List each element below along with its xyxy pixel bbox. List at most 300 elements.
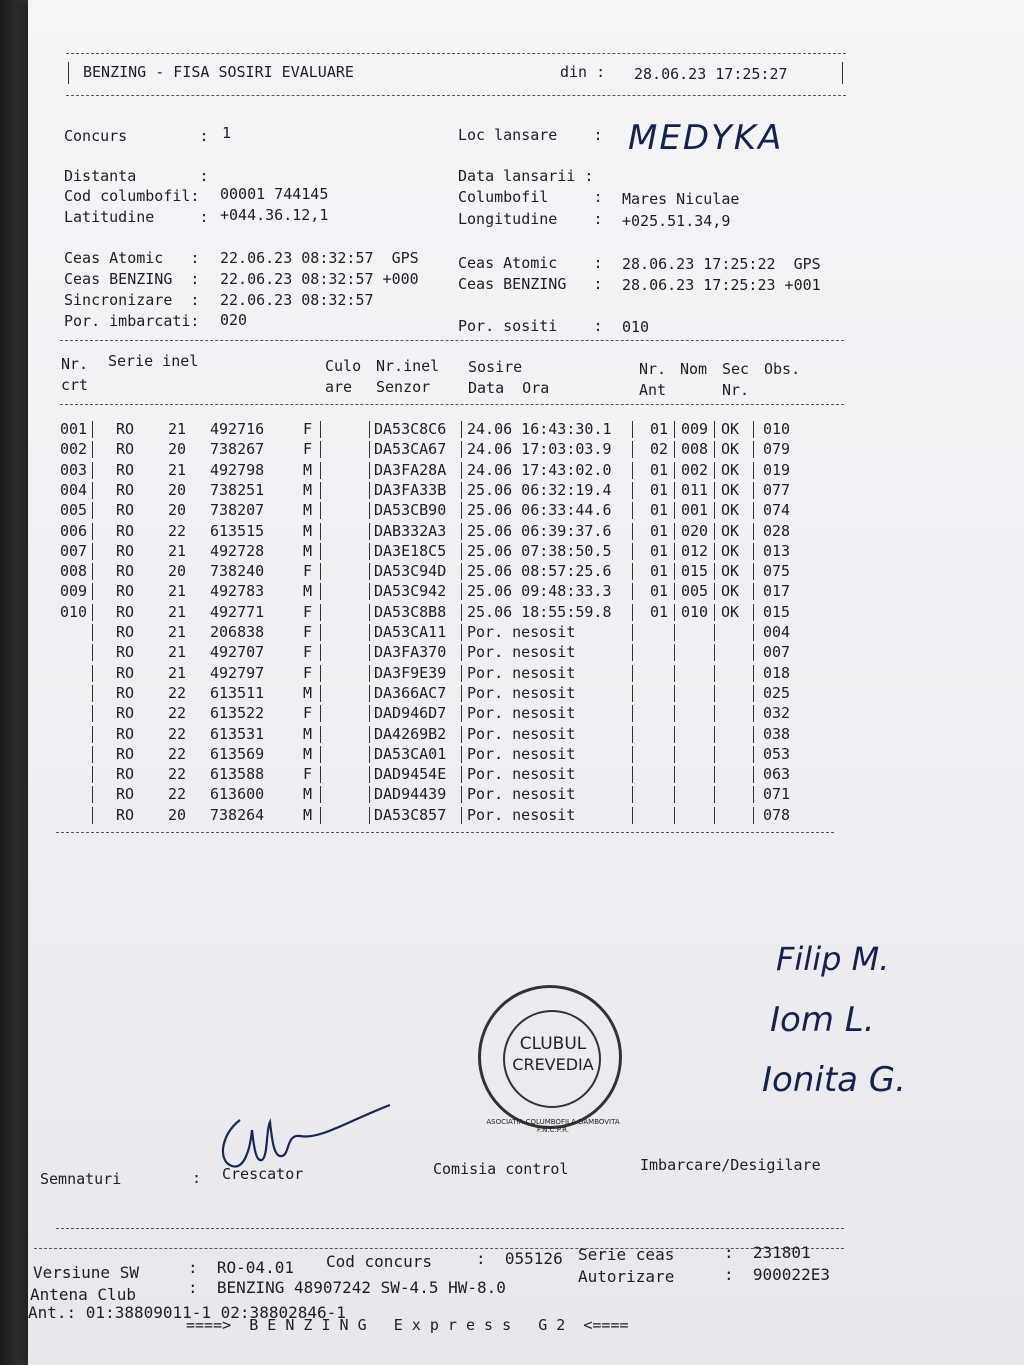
cell-sex: F [303, 602, 313, 621]
column-separator [632, 502, 633, 519]
column-separator [92, 421, 93, 438]
column-separator [632, 685, 633, 702]
column-separator [320, 502, 321, 519]
column-separator [714, 807, 715, 824]
cell-senzor: DA53C942 [374, 582, 447, 601]
cell-nom: 012 [681, 541, 709, 560]
cell-sex: M [303, 541, 313, 560]
footer-rule-2 [34, 1248, 844, 1249]
cell-sosire: Por. nesosit [467, 643, 576, 662]
loc-lansare-handwritten: MEDYKA [628, 118, 784, 158]
cell-tara: RO [116, 460, 135, 479]
cell-obs: 053 [763, 744, 791, 763]
column-separator [461, 644, 462, 661]
column-separator [632, 624, 633, 641]
versiune-label: Versiune SW [33, 1263, 139, 1282]
cell-sosire: Por. nesosit [467, 744, 576, 763]
column-separator [753, 685, 754, 702]
column-separator [753, 746, 754, 763]
column-separator [753, 523, 754, 540]
column-separator [461, 583, 462, 600]
cell-inel: 613511 [210, 683, 265, 702]
header-rule-top [66, 53, 846, 54]
cell-sosire: 24.06 16:43:30.1 [467, 420, 612, 438]
column-separator [714, 421, 715, 438]
column-separator [674, 766, 675, 783]
cell-nr: 003 [60, 460, 88, 479]
cell-sex: M [303, 521, 313, 540]
column-separator [92, 665, 93, 682]
cell-nom: 009 [681, 420, 709, 438]
column-separator [320, 421, 321, 438]
column-separator [632, 705, 633, 722]
cell-an: 20 [168, 440, 187, 459]
cell-inel: 492798 [210, 460, 265, 479]
column-separator [753, 766, 754, 783]
col-obs-label: Obs. [764, 360, 801, 378]
cell-nr: 002 [60, 440, 88, 459]
column-separator [632, 421, 633, 438]
table-rule-bottom [56, 832, 834, 833]
ant-line: Ant.: 01:38809011-1 02:38802846-1 [28, 1303, 346, 1322]
cell-sex: M [303, 683, 313, 702]
cell-sex: M [303, 805, 313, 824]
column-separator [369, 644, 370, 661]
ceas-benzing-lansare-value: 22.06.23 08:32:57 +000 [220, 270, 419, 288]
col-nrant-label: Nr. [639, 360, 667, 378]
club-stamp [478, 985, 622, 1134]
column-separator [674, 523, 675, 540]
sincronizare-label: Sincronizare : [64, 291, 200, 309]
column-separator [632, 563, 633, 580]
cod-concurs-label: Cod concurs [326, 1252, 432, 1271]
din-label: din : [560, 63, 606, 81]
column-separator [461, 462, 462, 479]
column-separator [369, 705, 370, 722]
header-right-border [842, 62, 843, 84]
por-sositi-value: 010 [622, 318, 650, 336]
concurs-value: 1 [222, 124, 232, 142]
cell-an: 21 [168, 420, 187, 438]
column-separator [320, 807, 321, 824]
cell-inel: 492783 [210, 582, 265, 601]
cell-senzor: DA53CA11 [374, 623, 447, 641]
cell-ant: 01 [650, 541, 669, 560]
column-separator [632, 746, 633, 763]
cell-tara: RO [116, 663, 135, 682]
column-separator [92, 685, 93, 702]
column-separator [320, 624, 321, 641]
column-separator [753, 705, 754, 722]
cod-value: 00001 744145 [220, 185, 329, 203]
column-separator [369, 482, 370, 499]
column-separator [753, 624, 754, 641]
cell-tara: RO [116, 602, 135, 621]
column-separator [632, 644, 633, 661]
column-separator [461, 563, 462, 580]
cell-inel: 738264 [210, 805, 265, 824]
cell-inel: 613569 [210, 744, 265, 763]
cell-an: 21 [168, 460, 187, 479]
cell-senzor: DAD94439 [374, 785, 447, 804]
column-separator [714, 604, 715, 621]
column-separator [674, 665, 675, 682]
comisia-label: Comisia control [433, 1160, 569, 1178]
col-secnr-label: Nr. [722, 381, 750, 399]
ceas-benzing-lansare-label: Ceas BENZING : [64, 270, 200, 288]
col-data-ora-label: Data Ora [468, 379, 550, 397]
column-separator [369, 624, 370, 641]
cell-an: 22 [168, 744, 187, 763]
cell-sosire: 24.06 17:43:02.0 [467, 460, 612, 479]
col-crt-label: crt [61, 376, 89, 394]
column-separator [92, 726, 93, 743]
column-separator [674, 746, 675, 763]
column-separator [369, 746, 370, 763]
cell-inel: 613515 [210, 521, 265, 540]
column-separator [320, 786, 321, 803]
column-separator [369, 563, 370, 580]
cell-senzor: DA3F9E39 [374, 663, 447, 682]
column-separator [753, 462, 754, 479]
cell-nr: 007 [60, 541, 88, 560]
cell-sosire: 25.06 09:48:33.3 [467, 582, 612, 601]
cell-obs: 025 [763, 683, 791, 702]
cell-an: 21 [168, 623, 187, 641]
column-separator [753, 482, 754, 499]
column-separator [632, 665, 633, 682]
cell-sex: F [303, 643, 313, 662]
cell-sosire: 25.06 08:57:25.6 [467, 562, 612, 581]
column-separator [674, 482, 675, 499]
column-separator [674, 502, 675, 519]
column-separator [92, 523, 93, 540]
cell-obs: 032 [763, 704, 791, 723]
cell-tara: RO [116, 765, 135, 784]
column-separator [753, 807, 754, 824]
column-separator [674, 441, 675, 458]
cell-sosire: Por. nesosit [467, 623, 576, 641]
cell-nom: 010 [681, 602, 709, 621]
column-separator [632, 766, 633, 783]
column-separator [714, 786, 715, 803]
cell-ant: 01 [650, 480, 669, 499]
column-separator [320, 665, 321, 682]
column-separator [714, 766, 715, 783]
longitudine-label: Longitudine : [458, 210, 603, 228]
cell-tara: RO [116, 785, 135, 804]
handwritten-name-2: Iom L. [770, 1000, 875, 1040]
column-separator [369, 665, 370, 682]
column-separator [320, 523, 321, 540]
cell-nr: 008 [60, 562, 88, 581]
table-rule-header [60, 404, 844, 405]
cell-sosire: Por. nesosit [467, 785, 576, 804]
cell-sec: OK [721, 480, 740, 499]
column-separator [320, 563, 321, 580]
cell-nom: 001 [681, 501, 709, 520]
cell-sex: F [303, 623, 313, 641]
column-separator [92, 543, 93, 560]
cell-an: 20 [168, 805, 187, 824]
cell-an: 22 [168, 765, 187, 784]
cell-inel: 738267 [210, 440, 265, 459]
cell-obs: 004 [763, 623, 791, 641]
header-left-border [68, 62, 69, 84]
column-separator [753, 583, 754, 600]
column-separator [369, 502, 370, 519]
ceas-atomic-sosire-label: Ceas Atomic : [458, 254, 603, 272]
column-separator [461, 786, 462, 803]
cell-obs: 071 [763, 785, 791, 804]
column-separator [714, 543, 715, 560]
serie-ceas-value: : 231801 [724, 1243, 811, 1262]
column-separator [753, 604, 754, 621]
cell-ant: 02 [650, 440, 669, 459]
cell-tara: RO [116, 541, 135, 560]
column-separator [369, 421, 370, 438]
cod-label: Cod columbofil: [64, 187, 200, 205]
cell-obs: 038 [763, 724, 791, 743]
cell-an: 22 [168, 704, 187, 723]
cell-sec: OK [721, 541, 740, 560]
column-separator [92, 766, 93, 783]
cell-obs: 019 [763, 460, 791, 479]
cell-tara: RO [116, 440, 135, 459]
column-separator [674, 421, 675, 438]
cell-tara: RO [116, 683, 135, 702]
column-separator [674, 583, 675, 600]
cell-obs: 074 [763, 501, 791, 520]
column-separator [461, 685, 462, 702]
column-separator [674, 644, 675, 661]
cell-sex: M [303, 582, 313, 601]
cell-tara: RO [116, 704, 135, 723]
column-separator [632, 523, 633, 540]
column-separator [674, 685, 675, 702]
column-separator [461, 441, 462, 458]
crescator-label: Crescator [222, 1165, 304, 1183]
cell-senzor: DA53CB90 [374, 501, 447, 520]
column-separator [320, 482, 321, 499]
data-lansarii-label: Data lansarii : [458, 167, 594, 185]
longitudine-value: +025.51.34,9 [622, 212, 731, 230]
cell-sosire: 25.06 06:32:19.4 [467, 480, 612, 499]
cell-sec: OK [721, 460, 740, 479]
cell-tara: RO [116, 623, 135, 641]
cell-ant: 01 [650, 501, 669, 520]
column-separator [674, 807, 675, 824]
cell-inel: 613531 [210, 724, 265, 743]
cell-senzor: DA3FA33B [374, 480, 447, 499]
cell-sex: F [303, 440, 313, 459]
column-separator [461, 705, 462, 722]
sincronizare-value: 22.06.23 08:32:57 [220, 291, 374, 309]
column-separator [320, 705, 321, 722]
cell-an: 22 [168, 521, 187, 540]
columbofil-value: Mares Niculae [622, 190, 740, 208]
cell-senzor: DA3E18C5 [374, 541, 447, 560]
cell-ant: 01 [650, 420, 669, 438]
column-separator [320, 604, 321, 621]
column-separator [674, 624, 675, 641]
column-separator [753, 665, 754, 682]
cell-senzor: DAB332A3 [374, 521, 447, 540]
doc-title: BENZING - FISA SOSIRI EVALUARE [83, 63, 354, 81]
cell-sex: F [303, 562, 313, 581]
column-separator [369, 462, 370, 479]
cell-senzor: DA3FA370 [374, 643, 447, 662]
columbofil-label: Columbofil : [458, 188, 603, 206]
cell-sec: OK [721, 582, 740, 601]
cell-senzor: DA53C8B8 [374, 602, 447, 621]
column-separator [714, 726, 715, 743]
col-serie-label: Serie inel [108, 352, 199, 370]
cell-inel: 206838 [210, 623, 265, 641]
latitudine-value: +044.36.12,1 [220, 206, 329, 224]
column-separator [92, 624, 93, 641]
cell-tara: RO [116, 805, 135, 824]
column-separator [92, 462, 93, 479]
header-rule-bottom [66, 95, 846, 96]
cell-obs: 078 [763, 805, 791, 824]
column-separator [320, 441, 321, 458]
col-nr-label: Nr. [61, 355, 89, 373]
cell-obs: 079 [763, 440, 791, 459]
column-separator [632, 441, 633, 458]
cell-senzor: DA53C857 [374, 805, 447, 824]
cell-sosire: Por. nesosit [467, 683, 576, 702]
column-separator [369, 604, 370, 621]
cell-sosire: Por. nesosit [467, 805, 576, 824]
cell-an: 22 [168, 724, 187, 743]
column-separator [461, 665, 462, 682]
column-separator [320, 583, 321, 600]
footer-rule-top [56, 1228, 844, 1229]
cell-an: 20 [168, 562, 187, 581]
cell-an: 21 [168, 663, 187, 682]
stamp-center-line1: CLUBUL [519, 1034, 587, 1054]
cell-sosire: Por. nesosit [467, 704, 576, 723]
cell-an: 22 [168, 683, 187, 702]
cell-senzor: DA53C94D [374, 562, 447, 581]
cell-nr: 010 [60, 602, 88, 621]
column-separator [320, 726, 321, 743]
loc-lansare-label: Loc lansare : [458, 126, 603, 144]
column-separator [714, 624, 715, 641]
column-separator [369, 786, 370, 803]
stamp-center-line2: CREVEDIA [512, 1055, 594, 1074]
cell-obs: 063 [763, 765, 791, 784]
column-separator [632, 583, 633, 600]
cell-nr: 005 [60, 501, 88, 520]
cell-obs: 075 [763, 562, 791, 581]
handwritten-name-3: Ionita G. [762, 1060, 906, 1100]
antena-label: Antena Club [30, 1285, 136, 1304]
cell-senzor: DA3FA28A [374, 460, 447, 479]
column-separator [753, 502, 754, 519]
cell-sex: F [303, 663, 313, 682]
col-sec-label: Sec [722, 360, 750, 378]
cell-ant: 01 [650, 582, 669, 601]
versiune-value: : RO-04.01 [188, 1258, 294, 1277]
cell-sec: OK [721, 501, 740, 520]
column-separator [92, 644, 93, 661]
cell-an: 21 [168, 602, 187, 621]
column-separator [674, 462, 675, 479]
column-separator [632, 604, 633, 621]
brand-line: ====> B E N Z I N G E x p r e s s G 2 <==== [186, 1316, 629, 1334]
column-separator [461, 604, 462, 621]
column-separator [369, 807, 370, 824]
column-separator [753, 421, 754, 438]
cell-tara: RO [116, 562, 135, 581]
cell-obs: 010 [763, 420, 791, 438]
cell-tara: RO [116, 521, 135, 540]
cell-sex: M [303, 460, 313, 479]
cell-senzor: DAD946D7 [374, 704, 447, 723]
cell-sosire: Por. nesosit [467, 724, 576, 743]
column-separator [714, 523, 715, 540]
autorizare-label: Autorizare [578, 1267, 675, 1286]
cell-senzor: DA53C8C6 [374, 420, 447, 438]
cell-tara: RO [116, 501, 135, 520]
column-separator [461, 523, 462, 540]
cell-ant: 01 [650, 602, 669, 621]
column-separator [714, 746, 715, 763]
column-separator [674, 563, 675, 580]
cell-tara: RO [116, 724, 135, 743]
cell-obs: 017 [763, 582, 791, 601]
cell-an: 22 [168, 785, 187, 804]
cell-sex: M [303, 724, 313, 743]
col-nom-label: Nom [680, 360, 708, 378]
col-culo-label: Culo [325, 357, 362, 375]
column-separator [369, 685, 370, 702]
col-are-label: are [325, 378, 353, 396]
cell-inel: 738251 [210, 480, 265, 499]
cell-sec: OK [721, 420, 740, 438]
din-value: 28.06.23 17:25:27 [634, 65, 788, 83]
cell-nom: 011 [681, 480, 709, 499]
cell-sex: M [303, 785, 313, 804]
cell-sex: F [303, 704, 313, 723]
page-shadow-edge [0, 0, 30, 1365]
cell-tara: RO [116, 744, 135, 763]
cell-tara: RO [116, 643, 135, 662]
column-separator [753, 563, 754, 580]
cell-inel: 492728 [210, 541, 265, 560]
column-separator [92, 482, 93, 499]
column-separator [632, 726, 633, 743]
column-separator [753, 543, 754, 560]
cell-inel: 738207 [210, 501, 265, 520]
cell-obs: 007 [763, 643, 791, 662]
column-separator [632, 786, 633, 803]
column-separator [92, 604, 93, 621]
cell-obs: 015 [763, 602, 791, 621]
col-nrinel-label: Nr.inel [376, 357, 440, 375]
column-separator [369, 583, 370, 600]
cell-nom: 008 [681, 440, 709, 459]
semnaturi-label: Semnaturi [40, 1170, 122, 1188]
column-separator [461, 726, 462, 743]
column-separator [369, 441, 370, 458]
cell-inel: 492716 [210, 420, 265, 438]
cell-sosire: Por. nesosit [467, 663, 576, 682]
col-sosire-label: Sosire [468, 358, 523, 376]
column-separator [92, 563, 93, 580]
